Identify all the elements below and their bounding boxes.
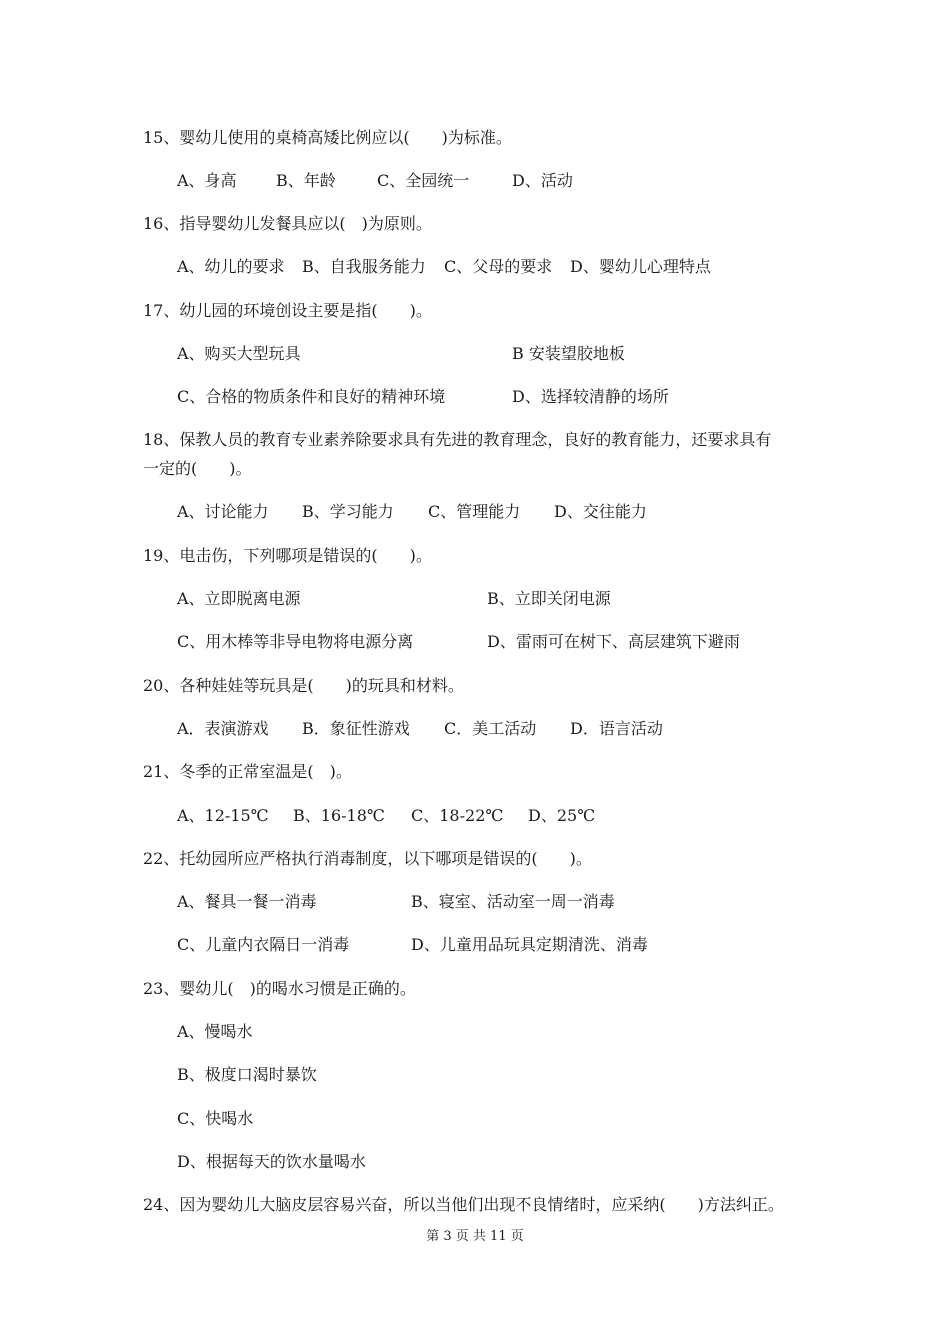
question-15-option-b: B、年龄 <box>276 171 336 190</box>
question-16-option-d: D、婴幼儿心理特点 <box>570 257 711 276</box>
question-21-option-d: D、25℃ <box>528 806 596 825</box>
question-15-option-a: A、身高 <box>177 171 237 190</box>
question-20-option-c: C．美工活动 <box>444 719 537 738</box>
question-20-option-a: A．表演游戏 <box>177 719 269 738</box>
question-20-option-d: D．语言活动 <box>570 719 663 738</box>
question-23-option-b: B、极度口渴时暴饮 <box>177 1065 317 1084</box>
question-15-stem: 15、婴幼儿使用的桌椅高矮比例应以( )为标准。 <box>143 128 512 147</box>
question-16-option-c: C、父母的要求 <box>444 257 553 276</box>
question-19-option-d: D、雷雨可在树下、高层建筑下避雨 <box>487 632 740 651</box>
question-22-stem: 22、托幼园所应严格执行消毒制度，以下哪项是错误的( )。 <box>143 849 592 868</box>
question-19-option-a: A、立即脱离电源 <box>177 589 301 608</box>
question-17-option-c: C、合格的物质条件和良好的精神环境 <box>177 387 446 406</box>
question-15-option-c: C、全园统一 <box>377 171 470 190</box>
question-22-option-a: A、餐具一餐一消毒 <box>177 892 317 911</box>
question-17-option-d: D、选择较清静的场所 <box>512 387 669 406</box>
question-21-option-b: B、16-18℃ <box>293 806 385 825</box>
question-18-option-d: D、交往能力 <box>554 502 647 521</box>
page-number-footer: 第 3 页 共 11 页 <box>426 1229 524 1244</box>
question-22-option-b: B、寝室、活动室一周一消毒 <box>411 892 615 911</box>
question-17-stem: 17、幼儿园的环境创设主要是指( )。 <box>143 301 432 320</box>
question-18-option-c: C、管理能力 <box>428 502 521 521</box>
question-23-option-a: A、慢喝水 <box>177 1022 253 1041</box>
question-23-stem: 23、婴幼儿( )的喝水习惯是正确的。 <box>143 979 416 998</box>
question-23-option-d: D、根据每天的饮水量喝水 <box>177 1152 366 1171</box>
question-16-option-b: B、自我服务能力 <box>302 257 426 276</box>
question-18-stem-line-1: 18、保教人员的教育专业素养除要求具有先进的教育理念，良好的教育能力，还要求具有 <box>143 430 772 449</box>
question-16-stem: 16、指导婴幼儿发餐具应以( )为原则。 <box>143 214 432 233</box>
question-15-option-d: D、活动 <box>512 171 573 190</box>
question-18-option-b: B、学习能力 <box>302 502 394 521</box>
question-19-stem: 19、电击伤，下列哪项是错误的( )。 <box>143 546 432 565</box>
question-20-stem: 20、各种娃娃等玩具是( )的玩具和材料。 <box>143 676 464 695</box>
question-17-option-b: B 安装望胶地板 <box>512 344 625 363</box>
question-19-option-b: B、立即关闭电源 <box>487 589 611 608</box>
question-23-option-c: C、快喝水 <box>177 1109 254 1128</box>
question-18-option-a: A、讨论能力 <box>177 502 269 521</box>
question-22-option-d: D、儿童用品玩具定期清洗、消毒 <box>411 935 648 954</box>
question-16-option-a: A、幼儿的要求 <box>177 257 285 276</box>
question-21-option-c: C、18-22℃ <box>411 806 504 825</box>
question-22-option-c: C、儿童内衣隔日一消毒 <box>177 935 350 954</box>
question-19-option-c: C、用木棒等非导电物将电源分离 <box>177 632 414 651</box>
question-24-stem: 24、因为婴幼儿大脑皮层容易兴奋，所以当他们出现不良情绪时，应采纳( )方法纠正。 <box>143 1195 784 1214</box>
question-20-option-b: B．象征性游戏 <box>302 719 410 738</box>
question-17-option-a: A、购买大型玩具 <box>177 344 301 363</box>
question-21-stem: 21、冬季的正常室温是( )。 <box>143 762 352 781</box>
question-18-stem-line-2: 一定的( )。 <box>143 459 252 478</box>
question-21-option-a: A、12-15℃ <box>177 806 269 825</box>
